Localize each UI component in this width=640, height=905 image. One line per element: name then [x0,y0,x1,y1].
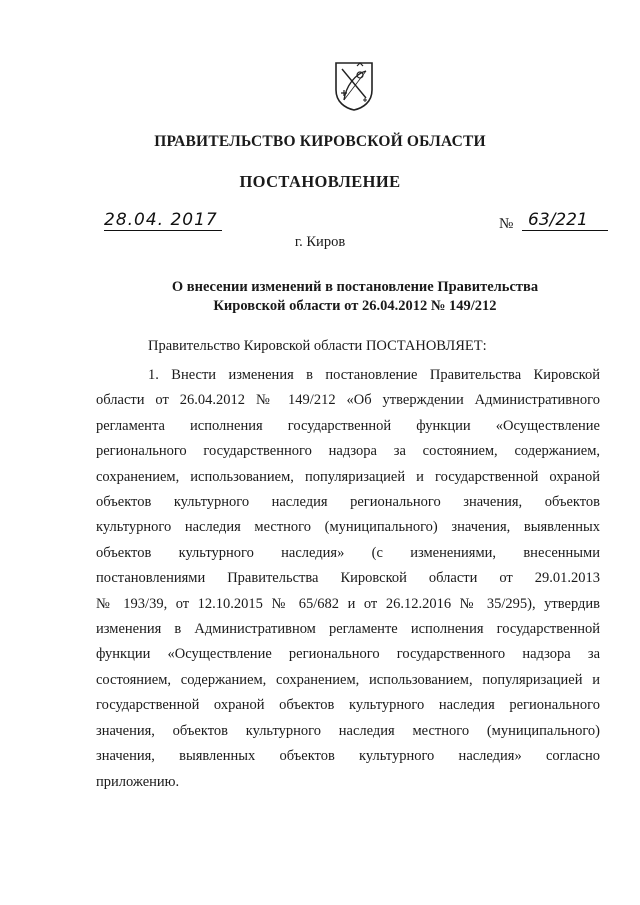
number-label: № [499,216,514,232]
document-type: ПОСТАНОВЛЕНИЕ [239,172,401,191]
title-line: О внесении изменений в постановление Правительства [171,279,539,295]
city: г. Киров [294,234,346,250]
preamble: Правительство Кировской области ПОСТАНОВЛЯЕТ: [148,338,487,354]
body-line: объектов культурного наследия регионального значения, объектов [96,494,600,511]
body-line: области от 26.04.2012 № 149/212 «Об утверждении Административного [96,392,600,409]
document-date: 28.04. 2017 [104,210,222,231]
body-line: приложению. [96,773,180,790]
body-line: регламента исполнения государственной функции «Осуществление [96,417,600,434]
organization-title: ПРАВИТЕЛЬСТВО КИРОВСКОЙ ОБЛАСТИ [154,133,486,150]
body-line: изменения в Административном регламенте исполнения государственной [96,621,600,638]
body-line: значения, объектов культурного наследия местного (муниципального) [96,722,600,739]
document-number: 63/221 [522,210,608,231]
body-line: значения, выявленных объектов культурного наследия» согласно [96,748,600,765]
title-line: Кировской области от 26.04.2012 № 149/212 [213,298,497,314]
body-line: сохранением, использованием, популяризацией и государственной охраной [96,468,600,485]
body-line: культурного наследия местного (муниципального) значения, выявленных [96,519,600,536]
body-line: 1. Внести изменения в постановление Правительства Кировской [148,367,600,383]
body-line: функции «Осуществление регионального государственного надзора за [96,646,600,663]
body-line: № 193/39, от 12.10.2015 № 65/682 и от 26.12.2016 № 35/295), утвердив [96,595,600,612]
body-line: государственной охраной объектов культурного наследия регионального [96,697,600,714]
kirov-coat-of-arms-icon [333,60,375,112]
body-line: объектов культурного наследия» (с изменениями, внесенными [96,544,600,561]
document-title [150,278,560,316]
body-line: постановлениями Правительства Кировской области от 29.01.2013 [96,570,600,587]
body-line: состоянием, содержанием, сохранением, использованием, популяризацией и [96,671,600,688]
body-line: регионального государственного надзора за состоянием, содержанием, [96,443,600,460]
body-paragraph [96,363,600,795]
